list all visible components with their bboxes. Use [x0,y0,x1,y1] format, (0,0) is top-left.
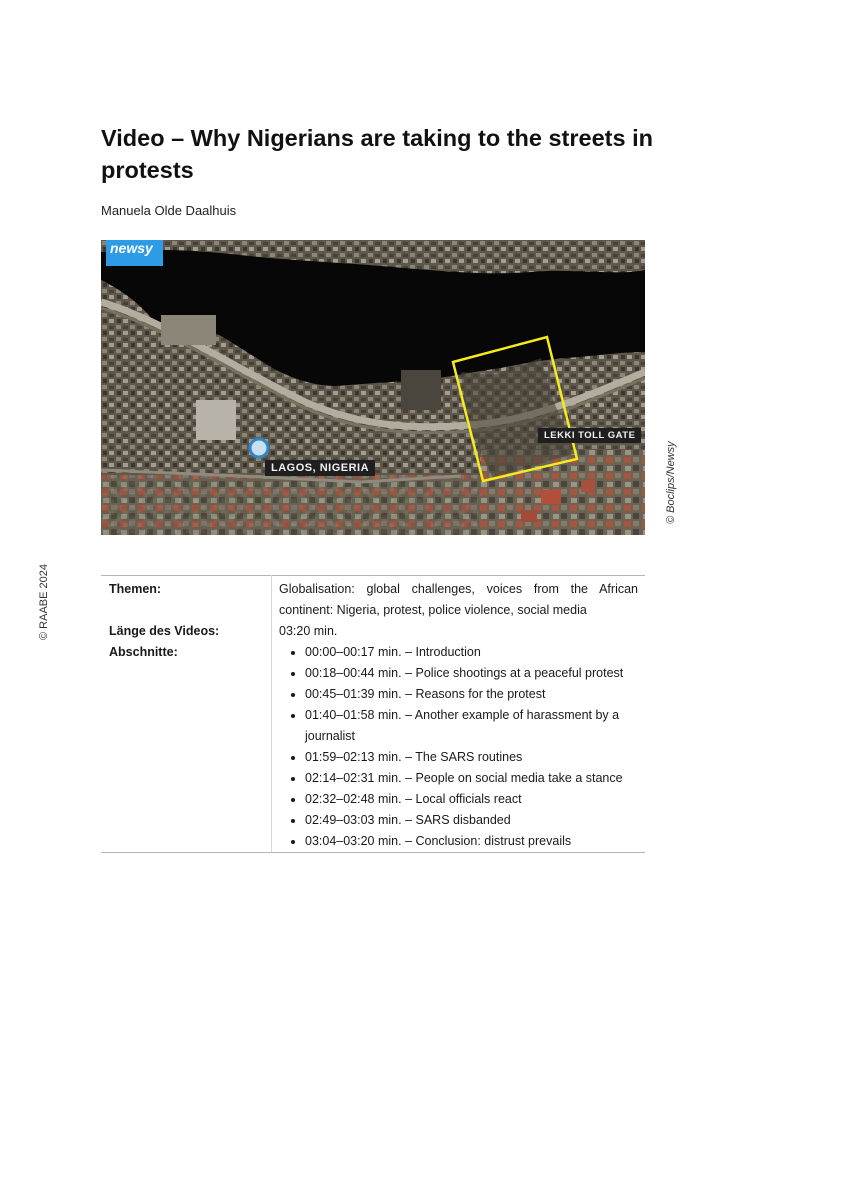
abschnitte-label: Abschnitte: [101,642,272,853]
list-item: • 00:18–00:44 min. – Police shootings at a peaceful protest [305,663,638,684]
list-item: • 01:59–02:13 min. – The SARS routines [305,747,638,768]
video-still-image[interactable] [101,240,645,535]
laenge-label: Länge des Videos: [101,621,272,642]
map-label-lagos-nigeria: LAGOS, NIGERIA [265,460,375,476]
list-item: • 02:14–02:31 min. – People on social media take a stance [305,768,638,789]
list-item: • 00:45–01:39 min. – Reasons for the protest [305,684,638,705]
page-title: Video – Why Nigerians are taking to the streets in protests [101,125,653,183]
laenge-value: 03:20 min. [279,624,338,638]
copyright-vertical: © RAABE 2024 [38,564,50,640]
list-item: • 02:49–03:03 min. – SARS disbanded [305,810,638,831]
map-label-lekki-toll-gate: LEKKI TOLL GATE [538,428,641,443]
table-row-themen [101,576,645,622]
themen-value: Globalisation: global challenges, voices from the African continent: Nigeria, protest, police violence, social media [272,576,646,622]
table-row-abschnitte [101,642,645,853]
section-list [279,642,638,852]
list-item: • 01:40–01:58 min. – Another example of harassment by a journalist [305,705,638,747]
table-row-laenge [101,621,645,642]
author-name: Manuela Olde Daalhuis [101,203,237,218]
newsy-logo-badge: newsy [106,240,163,266]
list-item: • 00:00–00:17 min. – Introduction [305,642,638,663]
satellite-map-illustration [101,240,645,535]
image-credit: © Boclips/Newsy [665,441,677,524]
themen-label: Themen: [101,576,272,622]
video-info-table [101,575,645,853]
list-item: • 02:32–02:48 min. – Local officials react [305,789,638,810]
list-item: • 03:04–03:20 min. – Conclusion: distrust prevails [305,831,638,852]
